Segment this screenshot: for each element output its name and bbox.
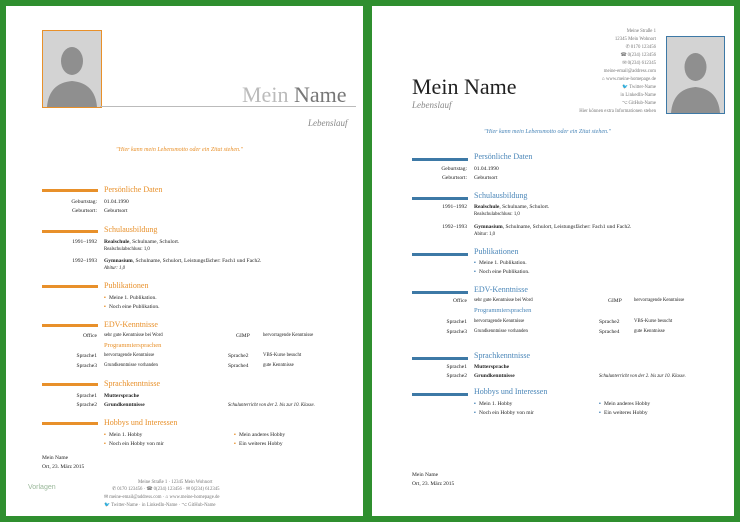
- label: Sprache1: [446, 364, 467, 370]
- label: Sprache2: [599, 319, 620, 325]
- list-item: Gymnasium, Schulname, Schulort, Leistungsfächer: Fach1 und Fach2.: [104, 258, 262, 264]
- value: sehr gute Kenntnisse bei Word: [474, 298, 533, 303]
- signature-name: Mein Name: [412, 472, 439, 478]
- note: Realschulabschluss: 1,0: [474, 212, 520, 217]
- label: 1992–1993: [72, 258, 97, 264]
- label: Geburtstag:: [441, 166, 467, 172]
- list-item: ▪ Noch ein Hobby von mir: [104, 441, 164, 447]
- value: Grundkenntnisse: [104, 402, 145, 408]
- label: Office: [453, 298, 467, 304]
- section-bar: [412, 158, 468, 161]
- section-bar: [412, 197, 468, 200]
- label: Sprache1: [76, 393, 97, 399]
- section-title-personal: Persönliche Daten: [104, 185, 163, 194]
- section-bar: [412, 253, 468, 256]
- section-bar: [42, 324, 98, 327]
- list-item: ▪ Mein anderes Hobby: [599, 401, 651, 407]
- list-item: ▪ Noch eine Publikation.: [474, 269, 530, 275]
- footer-web: ✉ meine-email@address.com · ⌂ www.meine-homepage.de: [104, 495, 220, 500]
- footer-phone: ✆ 0170 123456 · ☎ 0(234) 123456 · ✉ 0(234) 612345: [112, 487, 220, 492]
- label: Sprache2: [76, 402, 97, 408]
- value: Muttersprache: [474, 364, 510, 370]
- page-title: Mein Name: [412, 74, 517, 99]
- value: Geburtsort: [104, 208, 128, 214]
- value: gute Kenntnisse: [634, 329, 665, 334]
- profile-photo: [42, 30, 102, 108]
- list-item: Realschule, Schulname, Schulort.: [474, 204, 550, 210]
- note: Schulunterricht von der 2. bis zur 10. Klasse.: [228, 403, 315, 408]
- signature-name: Mein Name: [42, 455, 69, 461]
- contact-block: Meine Straße 1 12345 Mein Wohnort ✆ 0170 123456 ☎ 0(234) 123456 ✉ 0(234) 612345 meine-email@address.com ⌂ www.meine-homepage.de 🐦 Twitter-Name in LinkedIn-Name ⌥ GitHub-Name Hier können extra Informationen stehen: [579, 29, 656, 114]
- list-item: ▪ Mein 1. Hobby: [104, 432, 143, 438]
- section-bar: [412, 291, 468, 294]
- label: 1991–1992: [72, 239, 97, 245]
- signature-date: Ort, 23. März 2015: [412, 481, 455, 487]
- section-title-edv: EDV-Kenntnisse: [474, 285, 528, 294]
- footer-social: 🐦 Twitter-Name · in LinkedIn-Name · ⌥ GitHub-Name: [104, 503, 216, 508]
- label: Geburtstag:: [71, 199, 97, 205]
- section-bar: [42, 285, 98, 288]
- section-title-pubs: Publikationen: [104, 281, 149, 290]
- section-title-pubs: Publikationen: [474, 247, 519, 256]
- motto-quote: "Hier kann mein Lebensmotto oder ein Zitat stehen.": [484, 129, 612, 135]
- value: hervorragende Kenntnisse: [634, 298, 685, 303]
- label: Sprache4: [599, 329, 620, 335]
- list-item: Realschule, Schulname, Schulort.: [104, 239, 180, 245]
- section-title-hobbies: Hobbys und Interessen: [104, 418, 178, 427]
- label: 1992–1993: [442, 224, 467, 230]
- label: Sprache2: [446, 373, 467, 379]
- section-title-personal: Persönliche Daten: [474, 152, 533, 161]
- list-item: ▪ Noch ein Hobby von mir: [474, 410, 534, 416]
- cv-page-blue: [372, 6, 734, 516]
- label: Geburtsort:: [71, 208, 97, 214]
- label: Sprache4: [228, 363, 249, 369]
- subsection-title: Programmiersprachen: [474, 307, 532, 314]
- list-item: ▪ Meine 1. Publikation.: [104, 295, 157, 301]
- value: 01.04.1990: [104, 199, 129, 205]
- profile-photo: [666, 36, 725, 114]
- value: Grundkenntnisse vorhanden: [104, 363, 158, 368]
- label: Sprache3: [446, 329, 467, 335]
- section-title-edv: EDV-Kenntnisse: [104, 320, 158, 329]
- section-title-languages: Sprachkenntnisse: [474, 351, 530, 360]
- section-title-hobbies: Hobbys und Interessen: [474, 387, 548, 396]
- value: 01.04.1990: [474, 166, 499, 172]
- section-bar: [42, 189, 98, 192]
- label: Sprache3: [76, 363, 97, 369]
- label: Sprache1: [76, 353, 97, 359]
- list-item: ▪ Mein 1. Hobby: [474, 401, 513, 407]
- label: Sprache1: [446, 319, 467, 325]
- subtitle: Lebenslauf: [308, 118, 348, 128]
- note: Schulunterricht von der 2. bis zur 10. Klasse.: [599, 374, 686, 379]
- value: sehr gute Kenntnisse bei Word: [104, 333, 163, 338]
- list-item: ▪ Ein weiteres Hobby: [599, 410, 648, 416]
- list-item: ▪ Mein anderes Hobby: [234, 432, 286, 438]
- label: Office: [83, 333, 97, 339]
- list-item: ▪ Meine 1. Publikation.: [474, 260, 527, 266]
- signature-date: Ort, 23. März 2015: [42, 464, 85, 470]
- value: hervorragende Kenntnisse: [263, 333, 314, 338]
- value: VBS-Kurse besucht: [263, 353, 302, 358]
- section-bar: [412, 393, 468, 396]
- subsection-title: Programmiersprachen: [104, 342, 162, 349]
- section-bar: [42, 230, 98, 233]
- list-item: ▪ Noch eine Publikation.: [104, 304, 160, 310]
- section-bar: [42, 383, 98, 386]
- label: Geburtsort:: [441, 175, 467, 181]
- page-title: Mein Name: [242, 82, 347, 107]
- value: Grundkenntnisse: [474, 373, 515, 379]
- label: GIMP: [608, 298, 622, 304]
- value: Geburtsort: [474, 175, 498, 181]
- value: gute Kenntnisse: [263, 363, 294, 368]
- note: Abitur: 1,0: [104, 266, 126, 271]
- list-item: ▪ Ein weiteres Hobby: [234, 441, 283, 447]
- section-bar: [412, 357, 468, 360]
- value: Muttersprache: [104, 393, 140, 399]
- note: Realschulabschluss: 1,0: [104, 247, 150, 252]
- section-bar: [42, 422, 98, 425]
- section-title-school: Schulausbildung: [474, 191, 528, 200]
- value: hervorragende Kenntnisse: [104, 353, 155, 358]
- footer-address: Meine Straße 1 · 12345 Mein Wohnort: [138, 480, 213, 485]
- value: VBS-Kurse besucht: [634, 319, 673, 324]
- label: GIMP: [236, 333, 250, 339]
- value: Grundkenntnisse vorhanden: [474, 329, 528, 334]
- label: Sprache2: [228, 353, 249, 359]
- section-title-languages: Sprachkenntnisse: [104, 379, 160, 388]
- label: 1991–1992: [442, 204, 467, 210]
- list-item: Gymnasium, Schulname, Schulort, Leistungsfächer: Fach1 und Fach2.: [474, 224, 632, 230]
- note: Abitur: 1,0: [474, 232, 496, 237]
- motto-quote: "Hier kann mein Lebensmotto oder ein Zitat stehen.": [116, 147, 244, 153]
- watermark-label: Vorlagen: [28, 484, 56, 491]
- value: hervorragende Kenntnisse: [474, 319, 525, 324]
- subtitle: Lebenslauf: [412, 100, 452, 110]
- cv-page-orange: [6, 6, 363, 516]
- section-title-school: Schulausbildung: [104, 225, 158, 234]
